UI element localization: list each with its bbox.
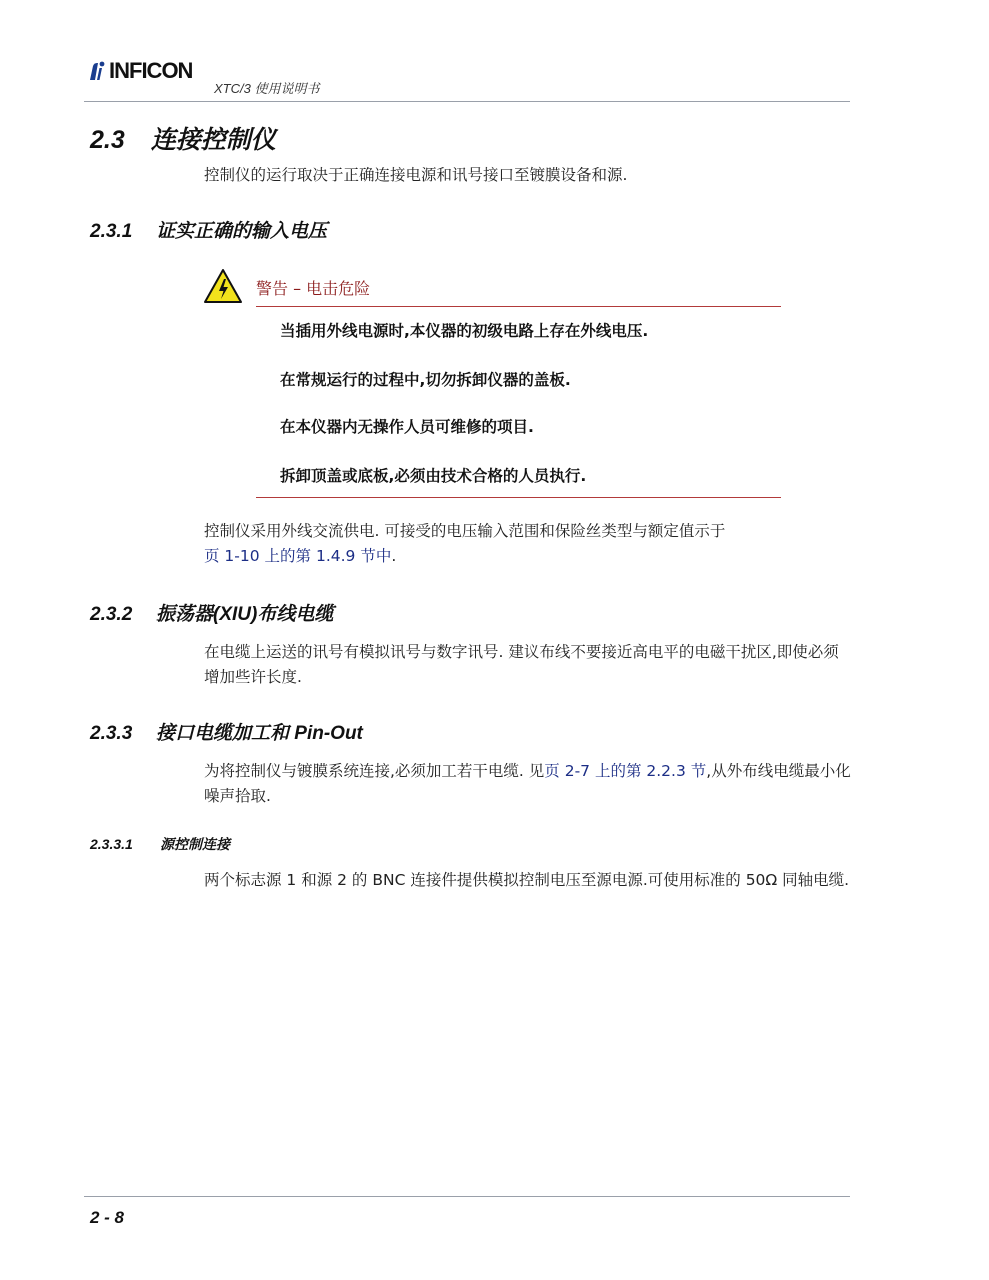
subsection-heading-2-3-1	[90, 216, 327, 243]
paragraph-power-supply	[204, 519, 854, 569]
warning-title: 警告 – 电击危险	[256, 279, 371, 298]
cross-reference-link[interactable]: 页 2-7 上的第 2.2.3 节	[544, 762, 707, 780]
subsection-number: 2.3.3	[90, 723, 133, 744]
paragraph-cable-routing: 在电缆上运送的讯号有模拟讯号与数字讯号. 建议布线不要接近高电平的电磁干扰区,即使必须增加些许长度.	[204, 643, 839, 686]
warning-item: 当插用外线电源时,本仪器的初级电路上存在外线电压.	[280, 322, 649, 340]
paragraph-text: 为将控制仪与镀膜系统连接,必须加工若干电缆. 见	[204, 762, 545, 780]
subsubsection-number: 2.3.3.1	[90, 836, 133, 852]
inficon-logo-mark-icon	[86, 60, 106, 82]
subsection-title: 证实正确的输入电压	[156, 221, 328, 242]
subsection-number: 2.3.1	[90, 221, 133, 242]
warning-item: 在本仪器内无操作人员可维修的项目.	[280, 418, 534, 436]
inficon-logo	[86, 60, 192, 82]
paragraph-text-end: ,从外布线电缆最小化噪声拾取.	[204, 762, 851, 805]
subsection-number: 2.3.2	[90, 604, 133, 625]
electric-hazard-icon	[203, 268, 243, 308]
subsubsection-title: 源控制连接	[160, 836, 230, 852]
warning-item: 拆卸顶盖或底板,必须由技术合格的人员执行.	[280, 467, 587, 485]
section-intro: 控制仪的运行取决于正确连接电源和讯号接口至镀膜设备和源.	[204, 166, 628, 184]
subsection-title: 振荡器(XIU)布线电缆	[156, 604, 334, 625]
section-heading	[90, 120, 276, 156]
warning-bottom-rule	[256, 497, 781, 498]
subsection-heading-2-3-2	[90, 599, 333, 626]
cross-reference-link[interactable]: 页 1-10 上的第 1.4.9 节中	[204, 547, 392, 565]
paragraph-interface-cables	[204, 759, 854, 809]
subsection-title: 接口电缆加工和 Pin-Out	[156, 723, 363, 744]
subsubsection-heading-2-3-3-1	[90, 834, 230, 854]
section-number: 2.3	[90, 126, 125, 154]
page-number: 2 - 8	[90, 1208, 125, 1227]
warning-item: 在常规运行的过程中,切勿拆卸仪器的盖板.	[280, 371, 571, 389]
footer-divider	[84, 1196, 850, 1197]
warning-top-rule	[256, 306, 781, 307]
document-title: XTC/3 使用说明书	[214, 81, 320, 96]
subsection-heading-2-3-3	[90, 718, 363, 745]
paragraph-text: 控制仪采用外线交流供电. 可接受的电压输入范围和保险丝类型与额定值示于	[204, 522, 726, 540]
paragraph-text-end: .	[391, 547, 397, 565]
paragraph-source-control: 两个标志源 1 和源 2 的 BNC 连接件提供模拟控制电压至源电源.可使用标准的 50Ω 同轴电缆.	[204, 871, 850, 889]
header-divider	[84, 101, 850, 102]
logo-wordmark: INFICON	[109, 58, 193, 83]
section-title: 连接控制仪	[150, 126, 276, 154]
